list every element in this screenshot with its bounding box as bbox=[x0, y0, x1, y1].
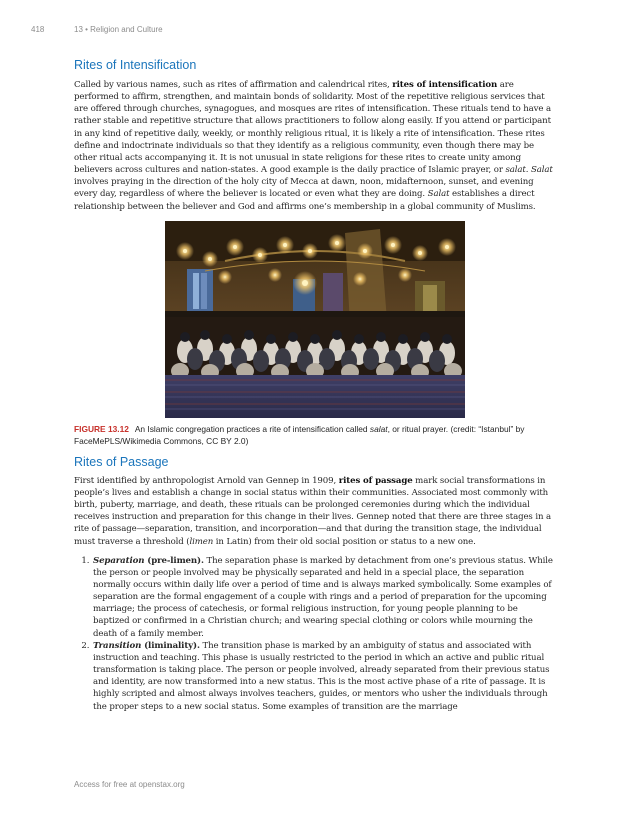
key-term: rites of passage bbox=[338, 475, 413, 486]
list-item-separation bbox=[92, 555, 556, 640]
italic-term: limen bbox=[189, 536, 214, 547]
stages-list bbox=[74, 555, 556, 713]
figure-caption bbox=[74, 423, 556, 447]
text-run: First identified by anthropologist Arnold van Gennep in 1909, bbox=[74, 475, 339, 486]
italic-term: Salat bbox=[427, 189, 450, 200]
page-footer: Access for free at openstax.org bbox=[74, 780, 185, 789]
text-run: . bbox=[525, 165, 531, 176]
stage-description: The separation phase is marked by detachment from one’s previous status. While the person or people involved may be physically separated and held in a special place, the separation normally occurs within daily life over a period of time and is always marked symbolically. Some examples of separation are the formal engagement of a couple with rings and a period of preparation for the upcoming marriage; the process of catechesis, or formal religious instruction, for young people planning to be baptized or confirmed in a Christian church; and wearing special clothing or colors while mourning the death of a family member. bbox=[93, 555, 553, 639]
chapter-title: 13 • Religion and Culture bbox=[74, 25, 163, 34]
stage-term-suffix: (liminality). bbox=[141, 640, 200, 651]
stage-term-suffix: (pre-limen). bbox=[144, 555, 204, 566]
text-run: in Latin) from their old social position or status to a new one. bbox=[213, 536, 476, 547]
caption-text: , or ritual prayer. (credit: “Istanbul” by FaceMePLS/Wikimedia Commons, CC BY 2.0) bbox=[74, 423, 525, 446]
passage-paragraph bbox=[74, 475, 556, 548]
caption-italic: salat bbox=[369, 423, 388, 434]
text-run: mark social transformations in people’s lives and establish a change in social status within their communities. Associated most commonly with birth, puberty, marriage, and death, these rituals can be prolonged ceremonies during which the individual receives instruction and preparation for this change in their lives. Gennep noted that there are three stages in a rite of passage—separation, transition, and incorporation—and that during the transition stage, the individual must traverse a threshold ( bbox=[74, 475, 551, 547]
text-run: are performed to affirm, strengthen, and maintain bonds of solidarity. Most of the repetitive religious services that are offered through churches, synagogues, and mosques are rites of intensification. These rituals tend to have a rather stable and repetitive structure that allows practitioners to follow along easily. If you attend or participant in any kind of repetitive daily, weekly, or monthly religious ritual, it is likely a rite of intensification. These rites define and indoctrinate individuals so that they identify as a religious community, even though there may be other ritual acts accompanying it. It is not unusual in state religions for these rites to create unity among believers across cultures and nation-states. A good example is the daily practice of Islamic prayer, or bbox=[74, 80, 551, 176]
text-run: involves praying in the direction of the holy city of Mecca at dawn, noon, midafternoon, sunset, and evening every day, regardless of where the believer is located or even what they are doing. bbox=[74, 177, 534, 200]
section-heading-rites-of-passage: Rites of Passage bbox=[74, 454, 169, 469]
key-term: rites of intensification bbox=[392, 80, 498, 90]
page-header bbox=[31, 25, 599, 37]
stage-description: The transition phase is marked by an ambiguity of status and associated with instruction and teaching. This phase is usually restricted to the period in which an active and public ritual transformation is taking place. The person or people involved, already separated from their previous status and identity, are now transformed into a new status. This is the most active phase of a rite of passage. It is highly scripted and almost always involves teachers, guides, or mentors who usher the individuals through the proper steps to a new social status. Some examples of transition are the marriage bbox=[93, 640, 550, 712]
section-heading-rites-of-intensification: Rites of Intensification bbox=[74, 58, 197, 72]
mosque-illustration bbox=[165, 221, 465, 418]
list-item-transition bbox=[92, 640, 556, 713]
text-run: Called by various names, such as rites of affirmation and calendrical rites, bbox=[74, 80, 393, 90]
figure-label: FIGURE 13.12 bbox=[74, 423, 129, 434]
page-number: 418 bbox=[31, 25, 45, 34]
mosque-prayer-photo bbox=[165, 221, 465, 418]
stage-term: Transition bbox=[93, 640, 142, 651]
italic-term: salat bbox=[505, 165, 526, 176]
italic-term: Salat bbox=[530, 165, 553, 176]
stage-term: Separation bbox=[93, 555, 145, 566]
text-run: establishes a direct relationship between the believer and God and affirms one’s membership in a global community of Muslims. bbox=[74, 189, 536, 212]
page-content bbox=[74, 58, 556, 713]
caption-text: An Islamic congregation practices a rite of intensification called bbox=[134, 423, 370, 434]
intensification-paragraph bbox=[74, 79, 556, 213]
